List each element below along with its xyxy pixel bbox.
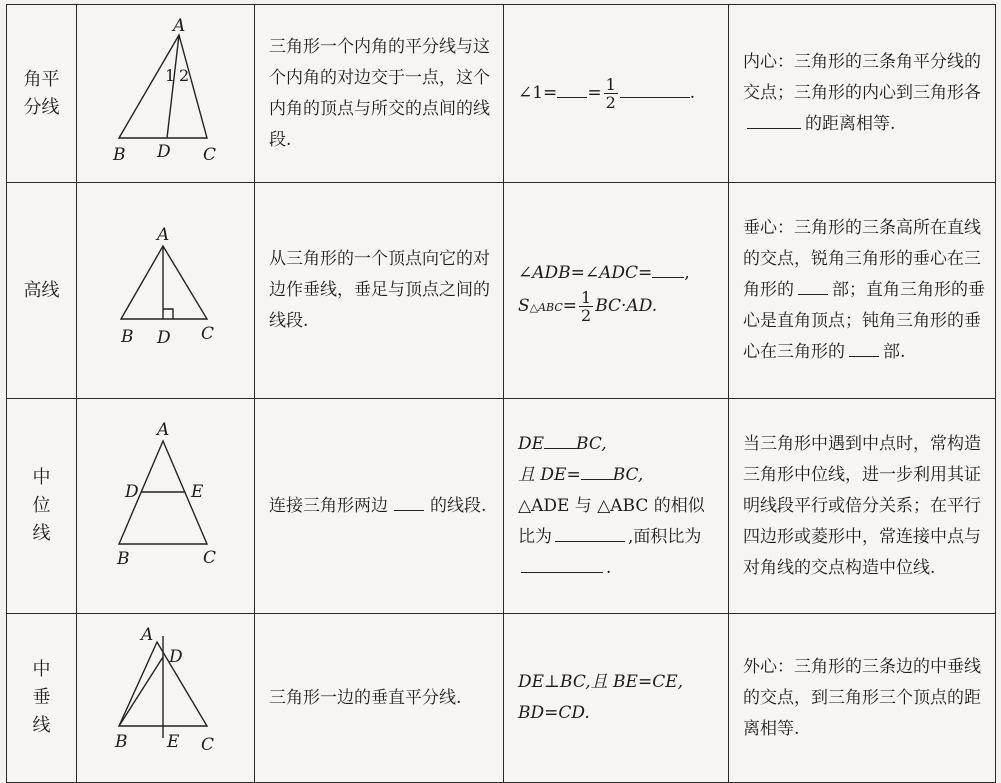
midline-diagram xyxy=(77,399,255,602)
row-name: 中垂线 xyxy=(7,614,77,783)
row-midline xyxy=(7,399,996,614)
property-cell: DE BC, 且 DE= BC, △ADE 与 △ABC 的相似比为 ,面积比为. xyxy=(504,399,729,614)
answer-blank xyxy=(544,430,576,449)
perpendicular-bisector-figure xyxy=(77,614,255,783)
property-cell: DE⊥BC,且 BE=CE, BD=CD. xyxy=(504,614,729,783)
label-c: C xyxy=(201,735,215,755)
answer-blank xyxy=(652,259,684,278)
label-d: D xyxy=(169,647,183,667)
fraction-half: $\frac{1}{2}$ xyxy=(605,75,616,112)
label-a: A xyxy=(157,420,170,440)
label-e: E xyxy=(167,732,180,752)
triangle-abc xyxy=(119,35,207,138)
angle-bisector-figure xyxy=(77,5,255,183)
row-name: 中位线 xyxy=(7,399,77,614)
midline-figure xyxy=(77,399,255,614)
row-angle-bisector xyxy=(7,5,996,183)
label-d: D xyxy=(157,328,171,348)
answer-blank xyxy=(394,492,424,511)
answer-blank xyxy=(581,461,613,480)
label-e: E xyxy=(191,482,204,502)
label-b: B xyxy=(121,327,134,347)
property-cell: ∠1= = $\frac{1}{2}$ . xyxy=(504,5,729,183)
row-name: 角平分线 xyxy=(7,5,77,183)
altitude-diagram xyxy=(77,183,255,387)
property-cell: ∠ADB=∠ADC= , S△ABC= $\frac{1}{2}$ BC·AD. xyxy=(504,183,729,399)
row-perpendicular-bisector xyxy=(7,614,996,783)
angle-bisector-diagram xyxy=(77,5,255,171)
application-cell: 当三角形中遇到中点时，常构造三角形中位线，进一步利用其证明线段平行或倍分关系；在平行四边形或菱形中，常连接中点与对角线的交点构造中位线. xyxy=(729,399,996,614)
label-angle-1: 1 xyxy=(165,66,176,85)
label-c: C xyxy=(201,324,215,344)
label-angle-2: 2 xyxy=(179,66,190,85)
answer-blank xyxy=(521,554,603,573)
triangle-abc xyxy=(121,246,207,319)
answer-blank xyxy=(555,523,625,542)
altitude-figure xyxy=(77,183,255,399)
triangle-lines-table xyxy=(6,4,996,783)
label-b: B xyxy=(113,145,126,165)
answer-blank xyxy=(849,338,879,357)
perpendicular-bisector-diagram xyxy=(77,614,255,771)
row-altitude xyxy=(7,183,996,399)
answer-blank xyxy=(798,276,828,295)
definition-cell: 三角形一边的垂直平分线. xyxy=(255,614,504,783)
definition-cell: 连接三角形两边 的线段. xyxy=(255,399,504,614)
label-d: D xyxy=(157,142,171,162)
answer-blank xyxy=(557,79,587,98)
definition-cell: 从三角形的一个顶点向它的对边作垂线，垂足与顶点之间的线段. xyxy=(255,183,504,399)
answer-blank xyxy=(620,79,690,98)
label-a: A xyxy=(173,16,186,36)
bisector-ad xyxy=(167,35,179,138)
label-c: C xyxy=(203,548,217,568)
label-c: C xyxy=(203,145,217,165)
label-d: D xyxy=(125,482,139,502)
label-a: A xyxy=(141,625,154,645)
segment-bd xyxy=(119,657,163,726)
label-a: A xyxy=(157,225,170,245)
definition-cell: 三角形一个内角的平分线与这个内角的对边交于一点，这个内角的顶点与所交的点间的线段. xyxy=(255,5,504,183)
fraction-half: $\frac{1}{2}$ xyxy=(581,287,592,325)
label-b: B xyxy=(115,732,128,752)
right-angle-mark xyxy=(163,309,173,319)
label-b: B xyxy=(117,549,130,569)
application-cell: 垂心：三角形的三条高所在直线的交点，锐角三角形的垂心在三角形的 部；直角三角形的垂心是直角顶点；钝角三角形的垂心在三角形的 部. xyxy=(729,183,996,399)
answer-blank xyxy=(747,110,801,129)
row-name: 高线 xyxy=(7,183,77,399)
application-cell: 内心：三角形的三条角平分线的交点；三角形的内心到三角形各的距离相等. xyxy=(729,5,996,183)
application-cell: 外心：三角形的三条边的中垂线的交点，到三角形三个顶点的距离相等. xyxy=(729,614,996,783)
